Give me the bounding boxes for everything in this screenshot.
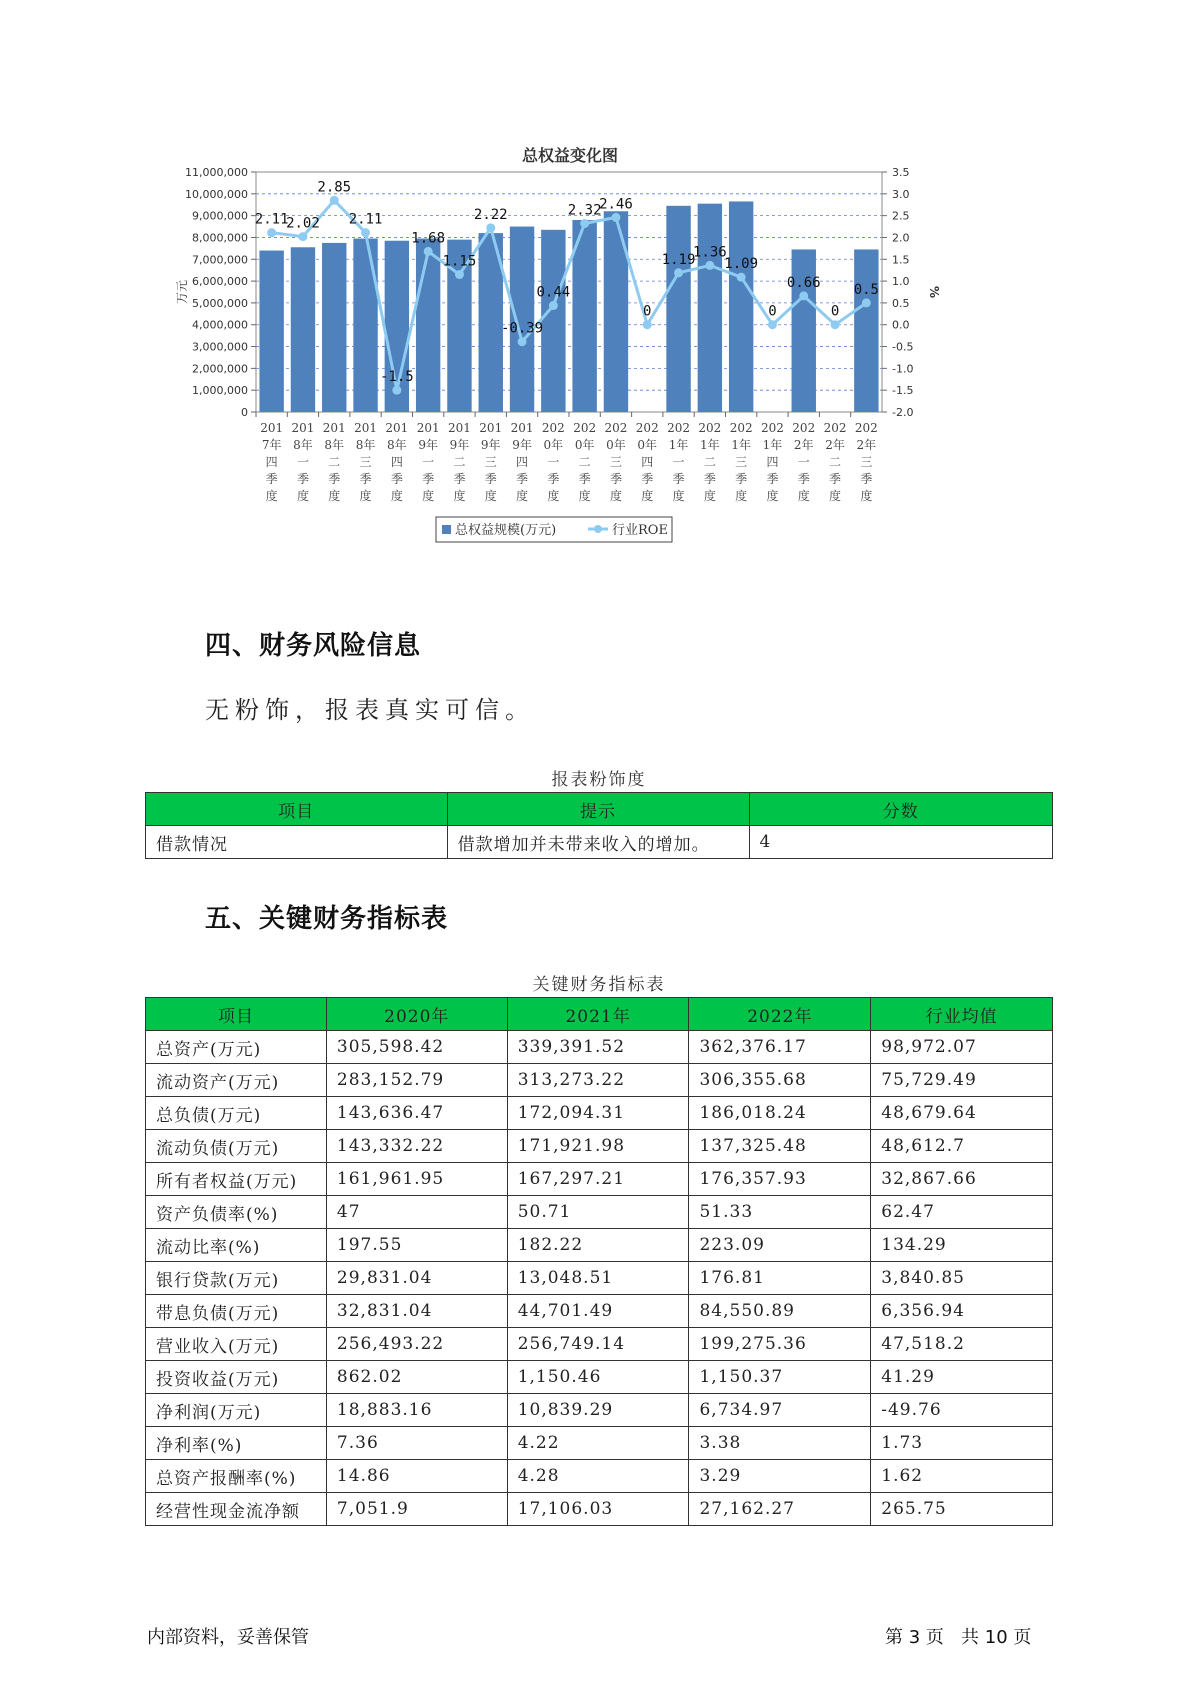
x-tick-label: 季 bbox=[484, 472, 497, 486]
x-tick-label: 度 bbox=[641, 489, 654, 503]
x-tick-label: 季 bbox=[422, 472, 435, 486]
x-tick-label: 三 bbox=[735, 455, 748, 469]
roe-point bbox=[455, 270, 464, 279]
x-tick-label: 201 bbox=[385, 421, 409, 435]
x-tick-label: 202 bbox=[792, 421, 816, 435]
x-tick-label: 度 bbox=[578, 489, 591, 503]
equity-bar bbox=[353, 239, 377, 412]
roe-point bbox=[799, 291, 808, 300]
roe-point bbox=[392, 386, 401, 395]
kpi-table-cell: 资产负债率(%) bbox=[146, 1196, 327, 1229]
legend-bar-label: 总权益规模(万元) bbox=[455, 523, 557, 538]
roe-data-label: 0 bbox=[768, 303, 777, 320]
kpi-table-cell: 176.81 bbox=[689, 1262, 871, 1295]
roe-point bbox=[705, 261, 714, 270]
kpi-table-cell: 339,391.52 bbox=[507, 1031, 689, 1064]
x-tick-label: 201 bbox=[510, 421, 534, 435]
chart-title: 总权益变化图 bbox=[521, 146, 618, 165]
roe-data-label: -1.5 bbox=[379, 369, 414, 386]
equity-bar bbox=[666, 206, 690, 412]
x-tick-label: 201 bbox=[260, 421, 284, 435]
roe-data-label: 0.5 bbox=[853, 281, 879, 298]
kpi-table-cell: 1.62 bbox=[871, 1460, 1053, 1493]
x-tick-label: 季 bbox=[766, 472, 779, 486]
x-tick-label: 度 bbox=[516, 489, 529, 503]
risk-table-cell: 借款增加并未带来收入的增加。 bbox=[447, 826, 749, 859]
kpi-table-cell: 4.22 bbox=[507, 1427, 689, 1460]
kpi-table-cell: 48,612.7 bbox=[871, 1130, 1053, 1163]
kpi-table-cell: 投资收益(万元) bbox=[146, 1361, 327, 1394]
x-tick-label: 度 bbox=[422, 489, 435, 503]
kpi-table-cell: 265.75 bbox=[871, 1493, 1053, 1526]
x-tick-label: 三 bbox=[484, 455, 497, 469]
kpi-table-cell: 161,961.95 bbox=[326, 1163, 507, 1196]
x-tick-label: 度 bbox=[453, 489, 466, 503]
x-tick-label: 度 bbox=[860, 489, 873, 503]
x-tick-label: 2年 bbox=[793, 438, 814, 452]
x-tick-label: 202 bbox=[729, 421, 753, 435]
roe-point bbox=[298, 232, 307, 241]
risk-table bbox=[145, 792, 1053, 859]
kpi-table-cell: 137,325.48 bbox=[689, 1130, 871, 1163]
equity-bar bbox=[698, 204, 722, 412]
kpi-table-cell: 862.02 bbox=[326, 1361, 507, 1394]
kpi-table-cell: 186,018.24 bbox=[689, 1097, 871, 1130]
x-tick-label: 二 bbox=[829, 455, 842, 469]
risk-table-header-cell: 项目 bbox=[146, 793, 448, 826]
y-tick-label: 8,000,000 bbox=[192, 231, 248, 245]
x-tick-label: 1年 bbox=[762, 438, 783, 452]
x-tick-label: 季 bbox=[578, 472, 591, 486]
x-tick-label: 201 bbox=[416, 421, 440, 435]
kpi-table-cell: 47,518.2 bbox=[871, 1328, 1053, 1361]
kpi-table-cell: 3.38 bbox=[689, 1427, 871, 1460]
roe-data-label: 1.09 bbox=[724, 256, 759, 273]
x-tick-label: 1年 bbox=[731, 438, 751, 452]
roe-point bbox=[424, 247, 433, 256]
x-tick-label: 8年 bbox=[387, 438, 407, 452]
x-tick-label: 9年 bbox=[449, 438, 470, 452]
x-tick-label: 四 bbox=[516, 455, 529, 469]
kpi-table-cell: 3,840.85 bbox=[871, 1262, 1053, 1295]
x-tick-label: 度 bbox=[829, 489, 842, 503]
equity-chart bbox=[170, 135, 970, 595]
kpi-table-cell: 银行贷款(万元) bbox=[146, 1262, 327, 1295]
roe-point bbox=[549, 301, 558, 310]
y2-tick-label: -2.0 bbox=[892, 406, 914, 419]
kpi-table-header-cell: 2020年 bbox=[326, 998, 507, 1031]
y-tick-label: 3,000,000 bbox=[192, 340, 248, 354]
x-tick-label: 季 bbox=[609, 472, 622, 486]
x-tick-label: 201 bbox=[291, 421, 315, 435]
x-tick-label: 201 bbox=[479, 421, 503, 435]
kpi-table-cell: 所有者权益(万元) bbox=[146, 1163, 327, 1196]
x-tick-label: 三 bbox=[359, 455, 372, 469]
equity-bar bbox=[854, 249, 878, 412]
kpi-table-row bbox=[146, 1196, 1053, 1229]
roe-data-label: 2.85 bbox=[317, 179, 352, 196]
kpi-table-cell: 182.22 bbox=[507, 1229, 689, 1262]
kpi-table-cell: 10,839.29 bbox=[507, 1394, 689, 1427]
x-tick-label: 季 bbox=[703, 472, 716, 486]
kpi-table-cell: 75,729.49 bbox=[871, 1064, 1053, 1097]
x-tick-label: 9年 bbox=[512, 438, 532, 452]
x-tick-label: 季 bbox=[516, 472, 529, 486]
risk-table-row bbox=[146, 826, 1053, 859]
kpi-table-cell: 44,701.49 bbox=[507, 1295, 689, 1328]
kpi-table-cell: 32,831.04 bbox=[326, 1295, 507, 1328]
footer-page-number: 第 3 页 共 10 页 bbox=[885, 1627, 1032, 1648]
kpi-table-cell: 17,106.03 bbox=[507, 1493, 689, 1526]
x-tick-label: 四 bbox=[390, 455, 403, 469]
equity-bar bbox=[291, 247, 315, 412]
kpi-table bbox=[145, 997, 1053, 1526]
kpi-table-cell: 176,357.93 bbox=[689, 1163, 871, 1196]
kpi-table-row bbox=[146, 1295, 1053, 1328]
kpi-table-cell: 172,094.31 bbox=[507, 1097, 689, 1130]
x-tick-label: 201 bbox=[322, 421, 346, 435]
kpi-table-cell: 7,051.9 bbox=[326, 1493, 507, 1526]
x-tick-label: 2年 bbox=[856, 438, 877, 452]
y-tick-label: 9,000,000 bbox=[192, 209, 248, 223]
roe-data-label: 0 bbox=[643, 303, 652, 320]
x-tick-label: 二 bbox=[453, 455, 466, 469]
kpi-table-cell: 306,355.68 bbox=[689, 1064, 871, 1097]
y-tick-label: 0 bbox=[241, 406, 248, 419]
kpi-table-cell: 经营性现金流净额 bbox=[146, 1493, 327, 1526]
x-tick-label: 三 bbox=[609, 455, 622, 469]
x-tick-label: 201 bbox=[447, 421, 471, 435]
kpi-table-cell: 总资产(万元) bbox=[146, 1031, 327, 1064]
x-tick-label: 四 bbox=[641, 455, 654, 469]
kpi-table-cell: 41.29 bbox=[871, 1361, 1053, 1394]
kpi-table-cell: 84,550.89 bbox=[689, 1295, 871, 1328]
kpi-table-cell: 1,150.46 bbox=[507, 1361, 689, 1394]
legend-line-label: 行业ROE bbox=[612, 523, 668, 538]
risk-table-caption: 报表粉饰度 bbox=[551, 770, 647, 790]
y2-tick-label: 1.0 bbox=[892, 275, 910, 289]
y-tick-label: 10,000,000 bbox=[185, 187, 248, 201]
equity-bar bbox=[322, 243, 346, 412]
x-tick-label: 季 bbox=[641, 472, 654, 486]
x-tick-label: 9年 bbox=[418, 438, 438, 452]
section5-heading: 五、关键财务指标表 bbox=[205, 904, 449, 934]
x-tick-label: 7年 bbox=[261, 438, 282, 452]
kpi-table-cell: 18,883.16 bbox=[326, 1394, 507, 1427]
x-tick-label: 季 bbox=[829, 472, 842, 486]
kpi-table-cell: 171,921.98 bbox=[507, 1130, 689, 1163]
roe-data-label: 2.32 bbox=[567, 202, 602, 219]
kpi-table-cell: 143,636.47 bbox=[326, 1097, 507, 1130]
x-tick-label: 季 bbox=[672, 472, 685, 486]
chart-canvas bbox=[170, 135, 970, 595]
roe-point bbox=[674, 268, 683, 277]
kpi-table-cell: 134.29 bbox=[871, 1229, 1053, 1262]
y-axis-title: 万元 bbox=[175, 279, 189, 305]
y2-tick-label: 3.5 bbox=[892, 166, 910, 179]
roe-data-label: 2.46 bbox=[599, 196, 633, 213]
x-tick-label: 度 bbox=[296, 489, 309, 503]
kpi-table-cell: 143,332.22 bbox=[326, 1130, 507, 1163]
roe-data-label: -0.39 bbox=[500, 320, 544, 337]
y2-tick-label: -1.5 bbox=[892, 384, 914, 398]
x-tick-label: 9年 bbox=[480, 438, 501, 452]
equity-bar bbox=[792, 249, 816, 412]
kpi-table-cell: 总负债(万元) bbox=[146, 1097, 327, 1130]
kpi-table-cell: 营业收入(万元) bbox=[146, 1328, 327, 1361]
kpi-table-cell: 305,598.42 bbox=[326, 1031, 507, 1064]
x-tick-label: 一 bbox=[422, 455, 435, 469]
kpi-table-cell: 1.73 bbox=[871, 1427, 1053, 1460]
x-tick-label: 二 bbox=[703, 455, 716, 469]
y2-tick-label: 3.0 bbox=[892, 187, 910, 201]
kpi-table-cell: 14.86 bbox=[326, 1460, 507, 1493]
kpi-table-header-cell: 2022年 bbox=[689, 998, 871, 1031]
x-tick-label: 四 bbox=[766, 455, 779, 469]
roe-data-label: 1.15 bbox=[442, 253, 477, 270]
x-tick-label: 202 bbox=[667, 421, 691, 435]
y-tick-label: 11,000,000 bbox=[185, 166, 248, 179]
y-tick-label: 7,000,000 bbox=[192, 253, 248, 267]
roe-point bbox=[831, 320, 840, 329]
x-tick-label: 2年 bbox=[825, 438, 845, 452]
x-tick-label: 一 bbox=[672, 455, 685, 469]
roe-point bbox=[643, 320, 652, 329]
x-tick-label: 季 bbox=[797, 472, 810, 486]
kpi-table-cell: 62.47 bbox=[871, 1196, 1053, 1229]
x-tick-label: 1年 bbox=[700, 438, 720, 452]
x-tick-label: 201 bbox=[354, 421, 378, 435]
roe-point bbox=[330, 196, 339, 205]
kpi-table-row bbox=[146, 1130, 1053, 1163]
x-tick-label: 季 bbox=[453, 472, 466, 486]
roe-data-label: 0 bbox=[830, 303, 840, 320]
x-tick-label: 202 bbox=[604, 421, 628, 435]
x-tick-label: 8年 bbox=[324, 438, 345, 452]
roe-data-label: 2.11 bbox=[254, 211, 289, 228]
x-tick-label: 度 bbox=[328, 489, 341, 503]
x-tick-label: 度 bbox=[735, 489, 748, 503]
risk-table-cell: 借款情况 bbox=[146, 826, 448, 859]
roe-data-label: 0.44 bbox=[536, 284, 571, 301]
x-tick-label: 二 bbox=[328, 455, 341, 469]
kpi-table-cell: 167,297.21 bbox=[507, 1163, 689, 1196]
kpi-table-header-cell: 2021年 bbox=[507, 998, 689, 1031]
x-tick-label: 一 bbox=[797, 455, 810, 469]
x-tick-label: 度 bbox=[766, 489, 779, 503]
kpi-table-cell: 总资产报酬率(%) bbox=[146, 1460, 327, 1493]
kpi-table-cell: 流动负债(万元) bbox=[146, 1130, 327, 1163]
kpi-table-cell: 1,150.37 bbox=[689, 1361, 871, 1394]
kpi-table-row bbox=[146, 1493, 1053, 1526]
kpi-table-row bbox=[146, 1361, 1053, 1394]
y-tick-label: 5,000,000 bbox=[192, 296, 248, 310]
x-tick-label: 0年 bbox=[574, 438, 595, 452]
kpi-table-cell: 223.09 bbox=[689, 1229, 871, 1262]
x-tick-label: 8年 bbox=[293, 438, 313, 452]
kpi-table-row bbox=[146, 1031, 1053, 1064]
kpi-table-cell: 32,867.66 bbox=[871, 1163, 1053, 1196]
x-tick-label: 季 bbox=[735, 472, 748, 486]
kpi-table-row bbox=[146, 1394, 1053, 1427]
x-tick-label: 度 bbox=[359, 489, 372, 503]
x-tick-label: 三 bbox=[860, 455, 873, 469]
x-tick-label: 季 bbox=[547, 472, 560, 486]
y-tick-label: 6,000,000 bbox=[192, 275, 248, 289]
roe-data-label: 0.66 bbox=[786, 274, 821, 291]
roe-data-label: 2.02 bbox=[286, 215, 320, 232]
kpi-table-header-cell: 行业均值 bbox=[871, 998, 1053, 1031]
equity-bar bbox=[416, 239, 440, 412]
kpi-table-cell: 流动资产(万元) bbox=[146, 1064, 327, 1097]
roe-data-label: 2.22 bbox=[473, 206, 508, 223]
kpi-table-cell: 净利润(万元) bbox=[146, 1394, 327, 1427]
kpi-table-cell: 51.33 bbox=[689, 1196, 871, 1229]
x-tick-label: 8年 bbox=[355, 438, 376, 452]
x-tick-label: 度 bbox=[609, 489, 622, 503]
risk-table-header-cell: 分数 bbox=[749, 793, 1052, 826]
x-tick-label: 202 bbox=[760, 421, 784, 435]
kpi-table-row bbox=[146, 1229, 1053, 1262]
kpi-table-header-cell: 项目 bbox=[146, 998, 327, 1031]
roe-point bbox=[580, 219, 589, 228]
x-tick-label: 二 bbox=[578, 455, 591, 469]
kpi-table-caption: 关键财务指标表 bbox=[532, 975, 666, 995]
x-tick-label: 一 bbox=[296, 455, 309, 469]
x-tick-label: 一 bbox=[547, 455, 560, 469]
y2-tick-label: 2.0 bbox=[892, 231, 910, 245]
equity-bar bbox=[259, 251, 283, 412]
y2-tick-label: -1.0 bbox=[892, 362, 914, 376]
x-tick-label: 度 bbox=[797, 489, 810, 503]
kpi-table-cell: 6,734.97 bbox=[689, 1394, 871, 1427]
x-tick-label: 季 bbox=[265, 472, 278, 486]
kpi-table-cell: 256,493.22 bbox=[326, 1328, 507, 1361]
x-tick-label: 202 bbox=[635, 421, 659, 435]
kpi-table-cell: 197.55 bbox=[326, 1229, 507, 1262]
kpi-table-cell: 199,275.36 bbox=[689, 1328, 871, 1361]
kpi-table-cell: 48,679.64 bbox=[871, 1097, 1053, 1130]
roe-point bbox=[862, 298, 871, 307]
legend-bar-swatch bbox=[442, 525, 451, 534]
kpi-table-row bbox=[146, 1427, 1053, 1460]
x-tick-label: 季 bbox=[390, 472, 403, 486]
y2-axis-title: % bbox=[927, 285, 941, 299]
x-tick-label: 季 bbox=[296, 472, 309, 486]
roe-point bbox=[768, 320, 777, 329]
kpi-table-cell: 256,749.14 bbox=[507, 1328, 689, 1361]
roe-data-label: 1.36 bbox=[692, 244, 727, 261]
kpi-table-cell: 6,356.94 bbox=[871, 1295, 1053, 1328]
kpi-table-cell: 362,376.17 bbox=[689, 1031, 871, 1064]
kpi-table-cell: 283,152.79 bbox=[326, 1064, 507, 1097]
roe-data-label: 1.68 bbox=[411, 230, 446, 247]
roe-data-label: 1.19 bbox=[661, 251, 696, 268]
roe-data-label: 2.11 bbox=[348, 211, 383, 228]
x-tick-label: 202 bbox=[823, 421, 847, 435]
x-tick-label: 度 bbox=[390, 489, 403, 503]
x-tick-label: 季 bbox=[359, 472, 372, 486]
x-tick-label: 度 bbox=[265, 489, 278, 503]
kpi-table-cell: 27,162.27 bbox=[689, 1493, 871, 1526]
kpi-table-cell: 流动比率(%) bbox=[146, 1229, 327, 1262]
kpi-table-cell: -49.76 bbox=[871, 1394, 1053, 1427]
x-tick-label: 0年 bbox=[606, 438, 626, 452]
legend-line-marker bbox=[594, 525, 602, 533]
equity-bar bbox=[729, 201, 753, 412]
roe-point bbox=[611, 213, 620, 222]
y2-tick-label: -0.5 bbox=[892, 340, 914, 354]
section4-text: 无粉饰，报表真实可信。 bbox=[205, 696, 535, 724]
y2-tick-label: 0.0 bbox=[892, 318, 910, 332]
roe-point bbox=[518, 337, 527, 346]
roe-point bbox=[486, 223, 495, 232]
x-tick-label: 度 bbox=[484, 489, 497, 503]
kpi-table-row bbox=[146, 1064, 1053, 1097]
x-tick-label: 1年 bbox=[668, 438, 689, 452]
x-tick-label: 0年 bbox=[637, 438, 658, 452]
x-tick-label: 202 bbox=[854, 421, 878, 435]
x-tick-label: 0年 bbox=[543, 438, 564, 452]
x-tick-label: 度 bbox=[672, 489, 685, 503]
risk-table-cell: 4 bbox=[749, 826, 1052, 859]
y2-tick-label: 0.5 bbox=[892, 296, 910, 310]
x-tick-label: 四 bbox=[265, 455, 278, 469]
kpi-table-cell: 净利率(%) bbox=[146, 1427, 327, 1460]
x-tick-label: 度 bbox=[547, 489, 560, 503]
kpi-table-cell: 4.28 bbox=[507, 1460, 689, 1493]
kpi-table-cell: 7.36 bbox=[326, 1427, 507, 1460]
kpi-table-row bbox=[146, 1328, 1053, 1361]
kpi-table-cell: 47 bbox=[326, 1196, 507, 1229]
x-tick-label: 季 bbox=[860, 472, 873, 486]
y-tick-label: 2,000,000 bbox=[192, 362, 248, 376]
equity-bar bbox=[541, 230, 565, 412]
roe-point bbox=[737, 273, 746, 282]
x-tick-label: 202 bbox=[541, 421, 565, 435]
kpi-table-cell: 3.29 bbox=[689, 1460, 871, 1493]
risk-table-header-cell: 提示 bbox=[447, 793, 749, 826]
kpi-table-row bbox=[146, 1163, 1053, 1196]
kpi-table-cell: 29,831.04 bbox=[326, 1262, 507, 1295]
x-tick-label: 202 bbox=[573, 421, 597, 435]
equity-bar bbox=[510, 227, 534, 412]
y2-tick-label: 2.5 bbox=[892, 209, 910, 223]
kpi-table-row bbox=[146, 1262, 1053, 1295]
section4-heading: 四、财务风险信息 bbox=[205, 631, 422, 661]
kpi-table-row bbox=[146, 1097, 1053, 1130]
kpi-table-cell: 98,972.07 bbox=[871, 1031, 1053, 1064]
kpi-table-cell: 313,273.22 bbox=[507, 1064, 689, 1097]
y-tick-label: 1,000,000 bbox=[192, 384, 248, 398]
kpi-table-cell: 50.71 bbox=[507, 1196, 689, 1229]
roe-point bbox=[361, 228, 370, 237]
y-tick-label: 4,000,000 bbox=[192, 318, 248, 332]
kpi-table-cell: 带息负债(万元) bbox=[146, 1295, 327, 1328]
x-tick-label: 度 bbox=[703, 489, 716, 503]
x-tick-label: 202 bbox=[698, 421, 722, 435]
roe-point bbox=[267, 228, 276, 237]
footer-left: 内部资料，妥善保管 bbox=[147, 1627, 309, 1648]
kpi-table-cell: 13,048.51 bbox=[507, 1262, 689, 1295]
x-tick-label: 季 bbox=[328, 472, 341, 486]
kpi-table-row bbox=[146, 1460, 1053, 1493]
y2-tick-label: 1.5 bbox=[892, 253, 910, 267]
